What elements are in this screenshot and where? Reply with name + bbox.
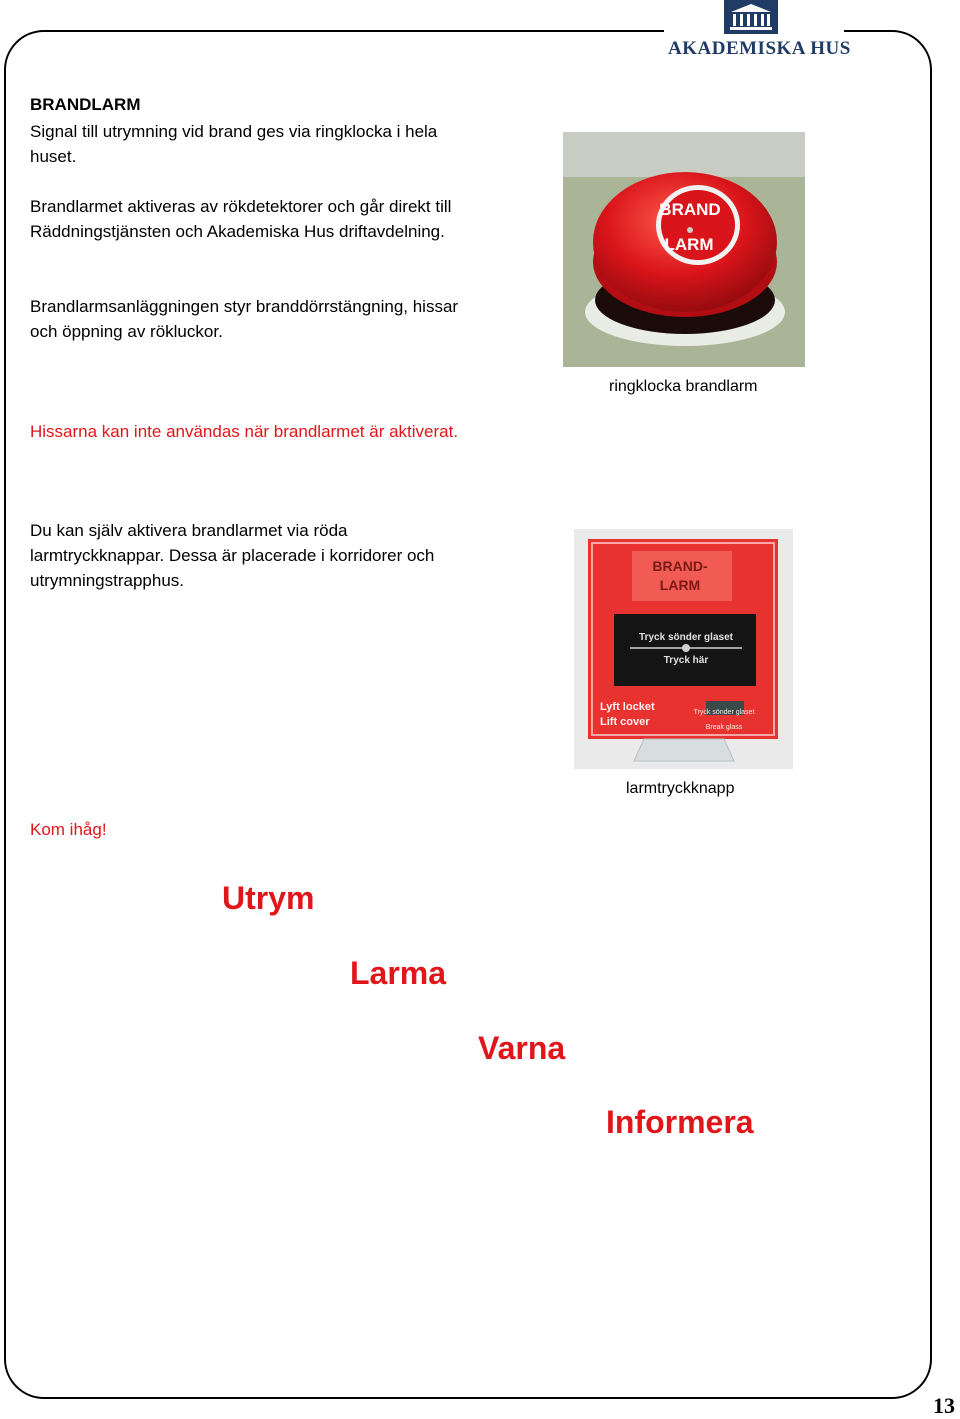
step-warn: Varna	[478, 1030, 566, 1066]
fire-bell-photo	[563, 132, 805, 367]
building-columns-icon	[724, 0, 778, 34]
step-alarm: Larma	[350, 955, 447, 991]
intro-text: Signal till utrymning vid brand ges via ringklocka i hela huset.	[30, 122, 438, 166]
step-evacuate: Utrym	[222, 880, 315, 916]
akademiska-hus-logo	[668, 0, 851, 62]
logo-text: AKADEMISKA HUS	[668, 38, 851, 59]
section-heading: BRANDLARM	[30, 95, 141, 114]
break-text-line2: Break glass	[705, 724, 743, 731]
paragraph-callpoints: Du kan själv aktivera brandlarmet via röda larmtryckknappar. Dessa är placerade i korridorer och utrymningstrapphus.	[30, 521, 435, 590]
break-text-line1: Tryck sönder glaset	[693, 709, 755, 716]
bell-label-line2: LARM	[664, 235, 714, 254]
callpoint-photo	[574, 529, 793, 769]
glass-text-line2: Tryck här	[663, 655, 709, 666]
step-inform: Informera	[606, 1104, 754, 1140]
elevator-warning: Hissarna kan inte användas när brandlarmet är aktiverat.	[30, 422, 459, 441]
glass-text-line1: Tryck sönder glaset	[639, 632, 733, 643]
bell-caption: ringklocka brandlarm	[609, 378, 758, 395]
lift-text-line1: Lyft locket	[600, 701, 655, 713]
paragraph-detectors: Brandlarmet aktiveras av rökdetektorer och går direkt till Räddningstjänsten och Akademiska Hus driftavdelning.	[30, 197, 452, 241]
callpoint-caption: larmtryckknapp	[626, 780, 735, 797]
reminder-title: Kom ihåg!	[30, 820, 107, 839]
callpoint-label-line2: LARM	[659, 577, 701, 593]
lift-text-line2: Lift cover	[600, 716, 650, 728]
paragraph-installation: Brandlarmsanläggningen styr branddörrstängning, hissar och öppning av rökluckor.	[30, 297, 459, 341]
bell-label-line1: BRAND	[659, 200, 721, 219]
page-number: 13	[933, 1393, 955, 1418]
callpoint-label-line1: BRAND-	[652, 558, 708, 574]
